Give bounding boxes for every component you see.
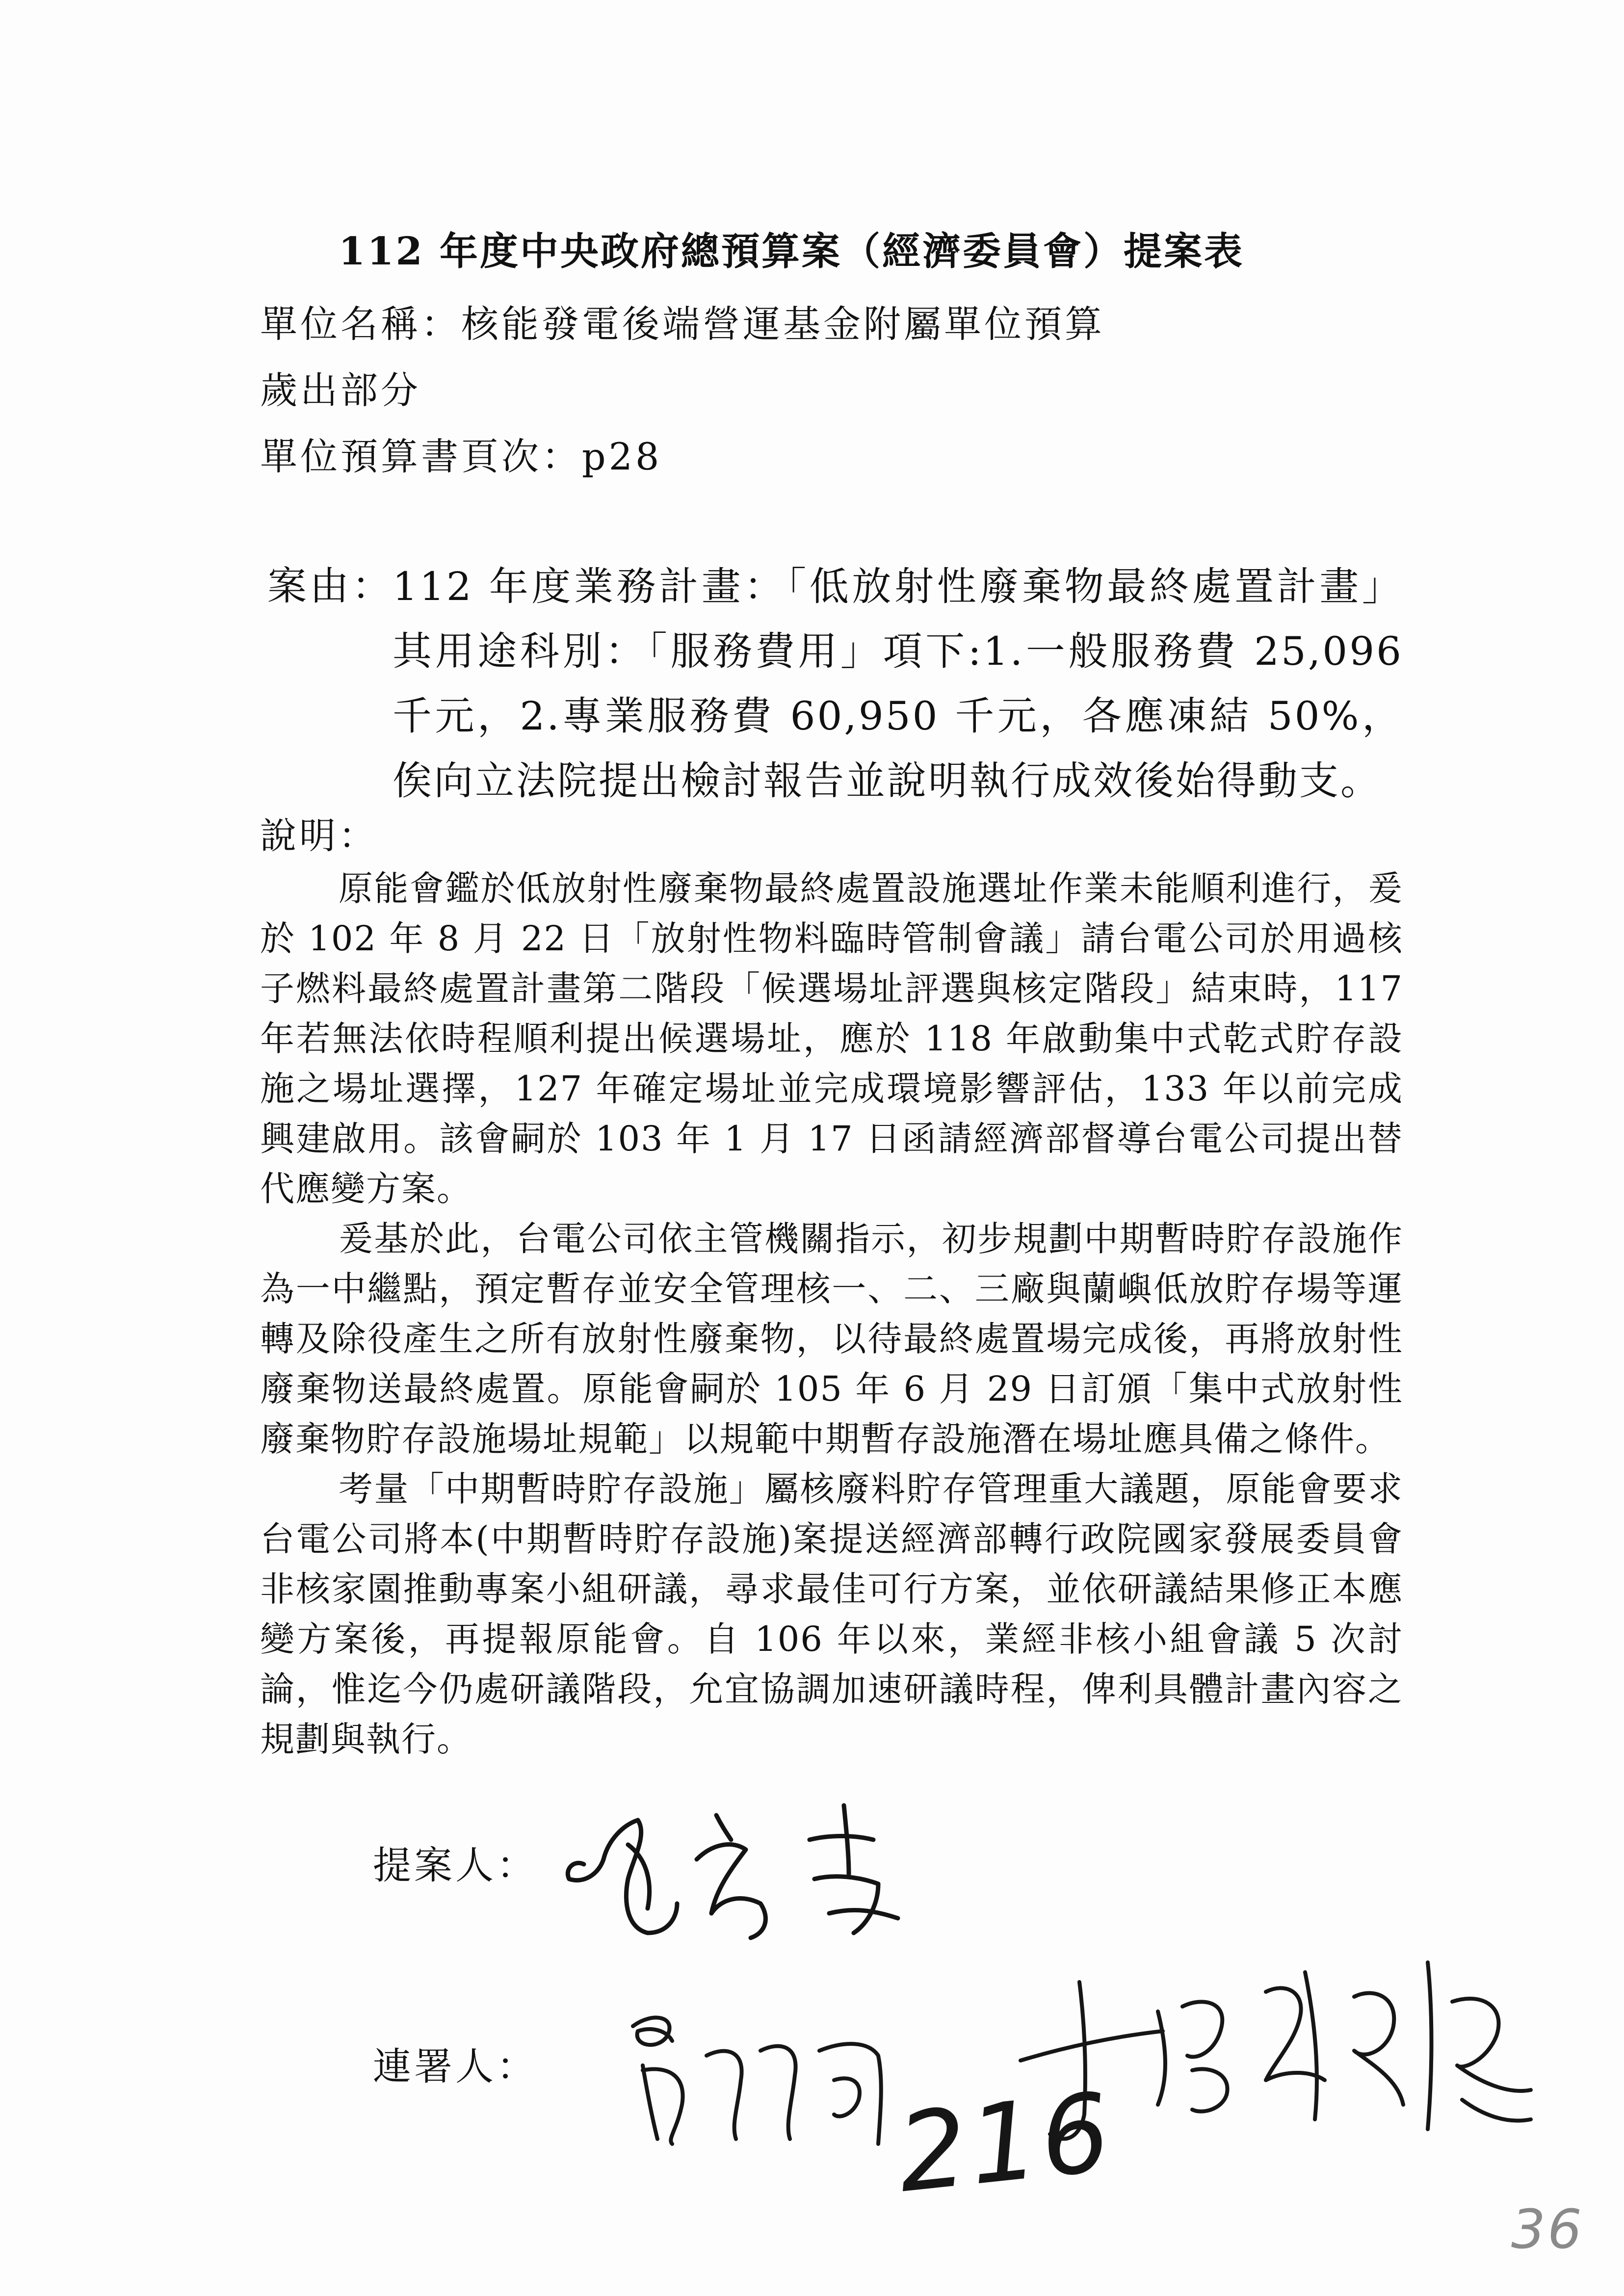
budget-page-reference: 單位預算書頁次：p28 bbox=[260, 435, 662, 478]
proposer-signature bbox=[554, 1786, 996, 1962]
page-title: 112 年度中央政府總預算案（經濟委員會）提案表 bbox=[339, 229, 1244, 274]
explanation-body bbox=[260, 863, 1403, 1764]
proposer-label: 提案人： bbox=[373, 1844, 538, 1888]
case-label: 案由： bbox=[267, 563, 394, 609]
explanation-paragraph: 爰基於此，台電公司依主管機關指示，初步規劃中期暫時貯存設施作為一中繼點，預定暫存並安全管理核一、二、三廠與蘭嶼低放貯存場等運轉及除役產生之所有放射性廢棄物，以待最終處置場完成後，再將放射性廢棄物送最終處置。原能會嗣於 105 年 6 月 29 日訂頒「集中式放射性廢棄物貯存設施場址規範」以規範中期暫存設施潛在場址應具備之條件。 bbox=[260, 1219, 1403, 1459]
cosigner-label: 連署人： bbox=[373, 2045, 538, 2089]
section-label: 歲出部分 bbox=[260, 368, 421, 412]
unit-name: 單位名稱：核能發電後端營運基金附屬單位預算 bbox=[260, 302, 1105, 346]
handwritten-page-number: 36 bbox=[1511, 2198, 1584, 2261]
case-text: 112 年度業務計畫：「低放射性廢棄物最終處置計畫」其用途科別：「服務費用」項下:1.一般服務費 25,096 千元，2.專業服務費 60,950 千元，各應凍結 50%，俟向立法院提出檢討報告並說明執行成效後始得動支。 bbox=[393, 564, 1403, 804]
handwritten-number: 216 bbox=[891, 2069, 1119, 2217]
explanation-label: 說明： bbox=[260, 815, 378, 857]
explanation-paragraph: 考量「中期暫時貯存設施」屬核廢料貯存管理重大議題，原能會要求台電公司將本(中期暫時貯存設施)案提送經濟部轉行政院國家發展委員會非核家園推動專案小組研議，尋求最佳可行方案，並依研議結果修正本應變方案後，再提報原能會。自 106 年以來，業經非核小組會議 5 次討論，惟迄今仍處研議階段，允宜協調加速研議時程，俾利具體計畫內容之規劃與執行。 bbox=[260, 1469, 1403, 1759]
explanation-paragraph: 原能會鑑於低放射性廢棄物最終處置設施選址作業未能順利進行，爰於 102 年 8 月 22 日「放射性物料臨時管制會議」請台電公司於用過核子燃料最終處置計畫第二階段「候選場址評選與核定階段」結束時，117 年若無法依時程順利提出候選場址，應於 118 年啟動集中式乾式貯存設施之場址選擇，127 年確定場址並完成環境影響評估，133 年以前完成興建啟用。該會嗣於 103 年 1 月 17 日函請經濟部督導台電公司提出替代應變方案。 bbox=[260, 868, 1403, 1209]
cosigner-signature bbox=[613, 1982, 927, 2168]
